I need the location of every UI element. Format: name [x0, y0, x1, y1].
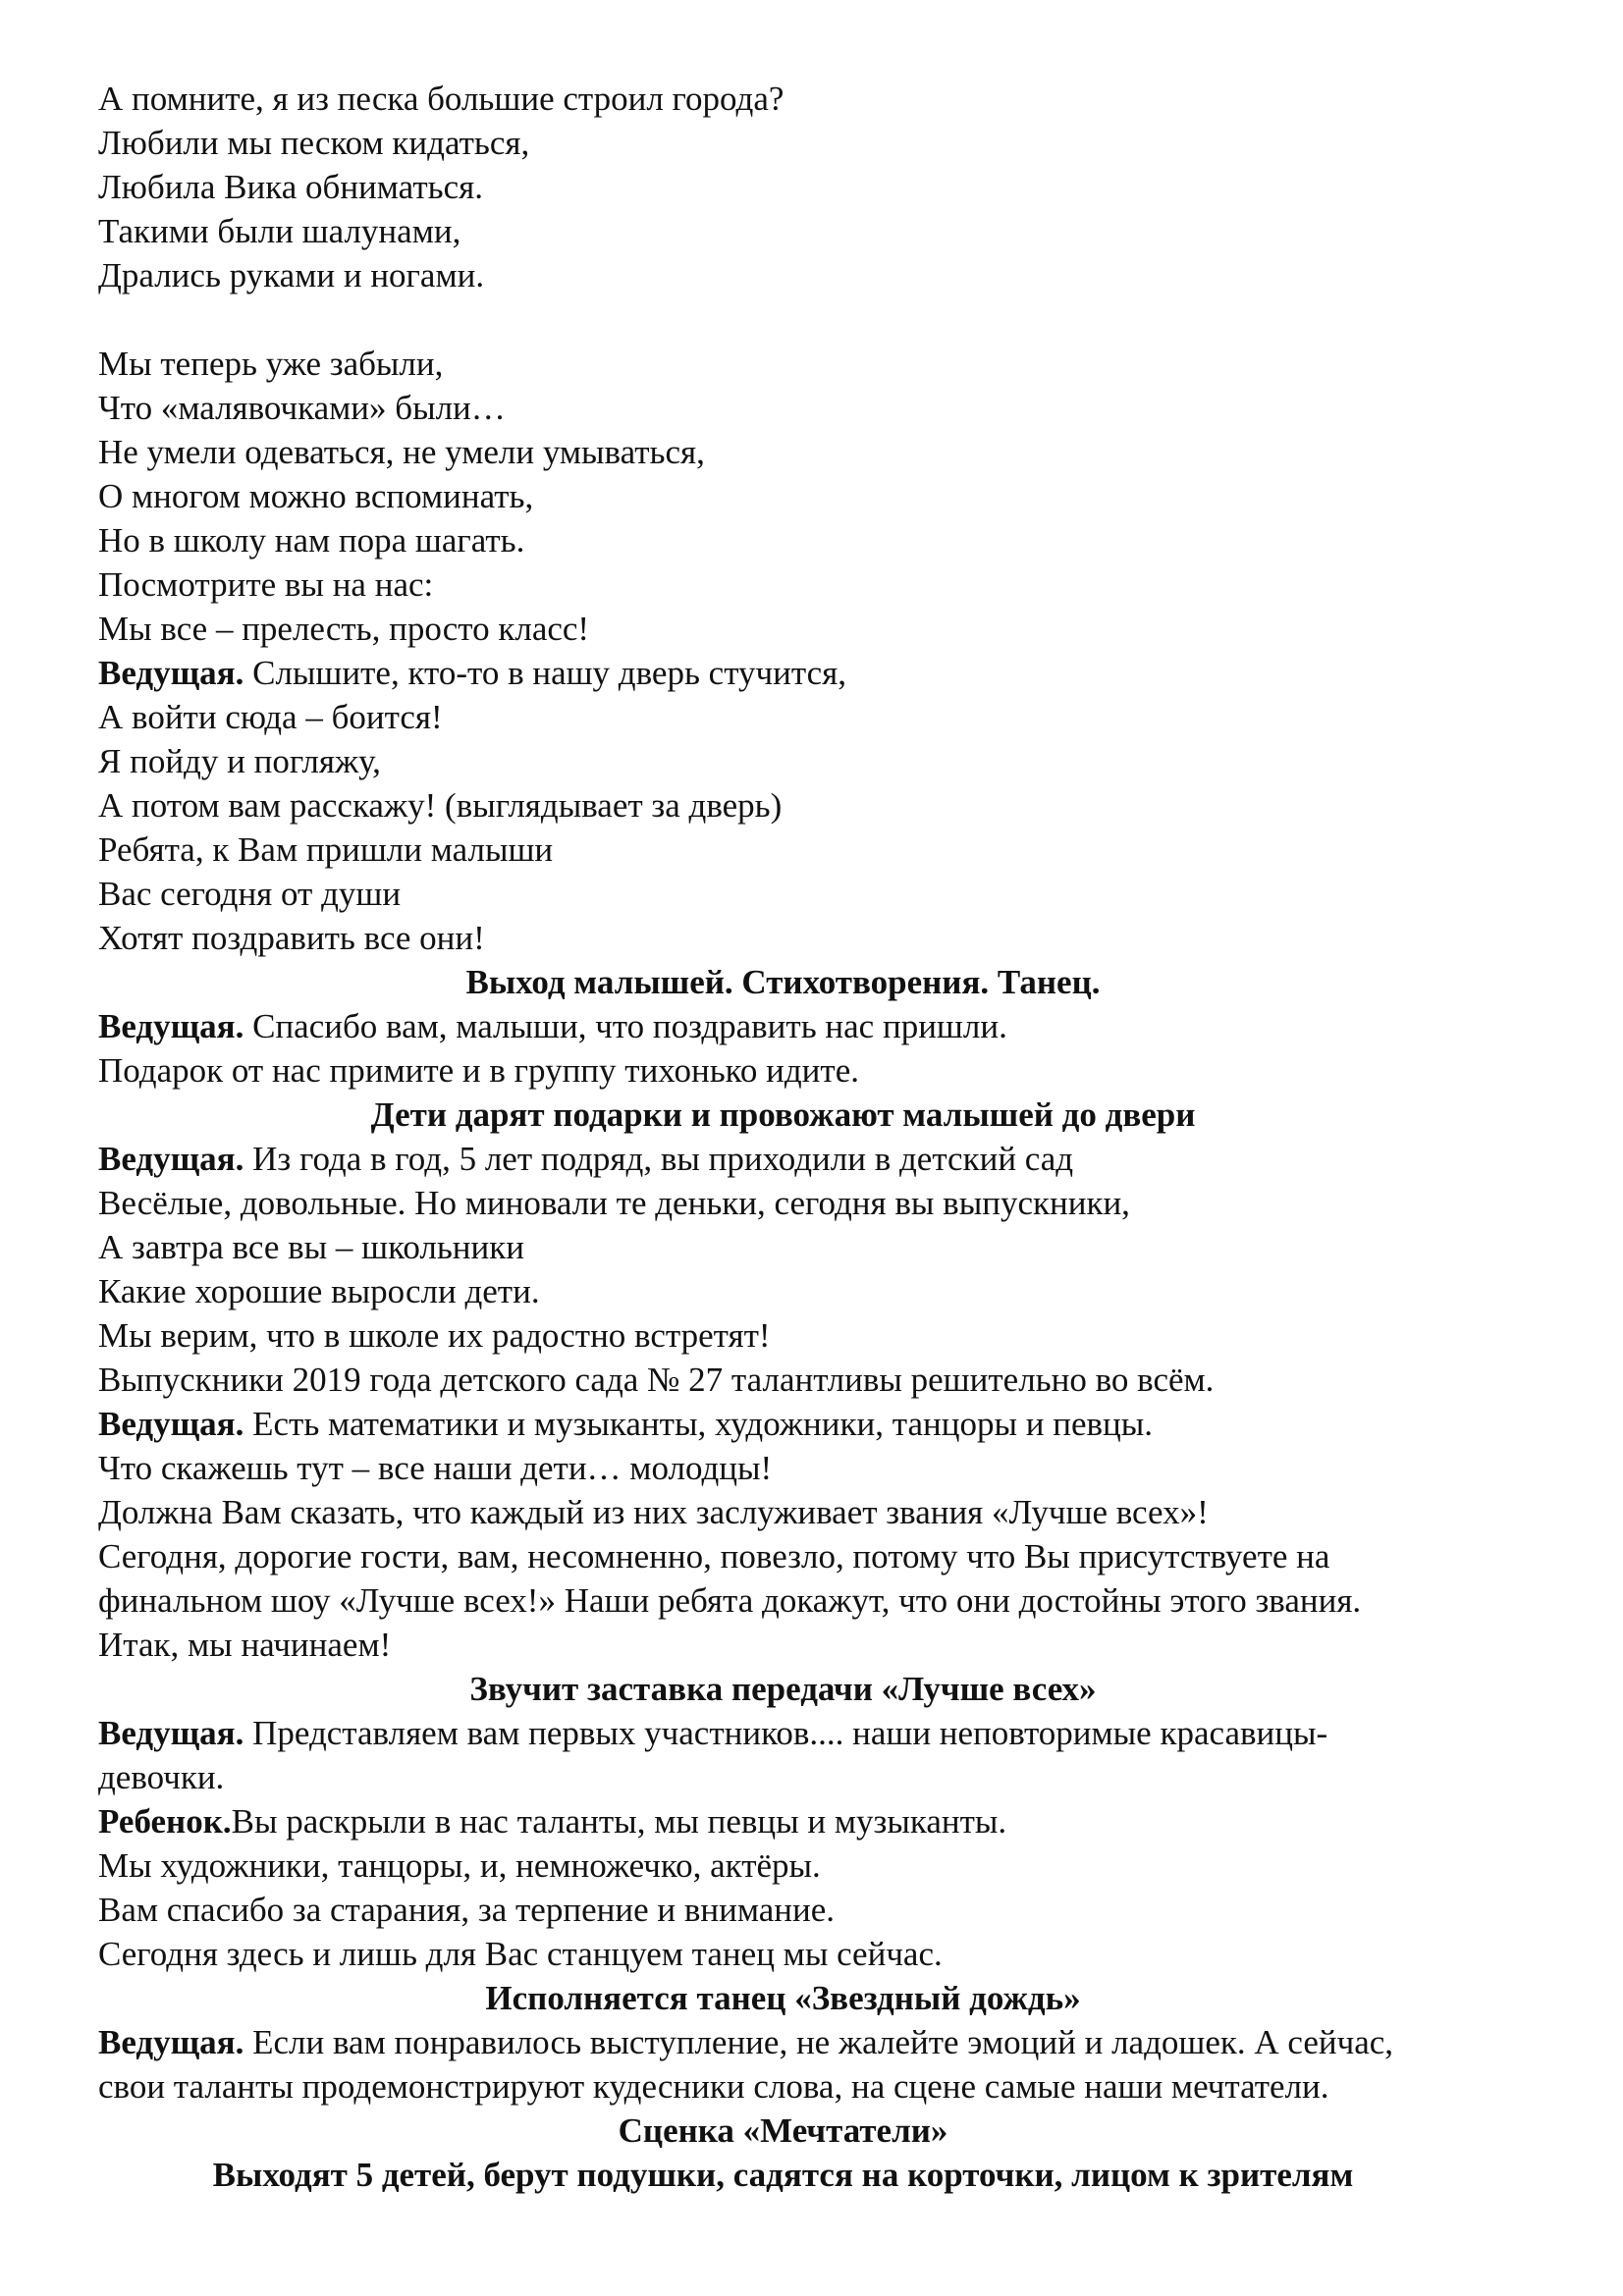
text-line: А войти сюда – боится! — [98, 698, 443, 736]
text-line: финальном шоу «Лучше всех!» Наши ребята докажут, что они достойны этого звания. — [98, 1581, 1362, 1620]
stage-direction-heading: Дети дарят подарки и провожают малышей до двери — [370, 1095, 1196, 1134]
poem-stanza-2 — [98, 342, 1571, 651]
speech-text: Вы раскрыли в нас таланты, мы певцы и музыканты. — [231, 1802, 1007, 1841]
speech-first-line — [98, 651, 1571, 695]
text-line: Мы верим, что в школе их радостно встретят! — [98, 1316, 771, 1355]
document-page — [98, 77, 1571, 2197]
text-line: Но в школу нам пора шагать. — [98, 521, 525, 560]
poem-stanza-1 — [98, 77, 1571, 297]
speaker-label: Ведущая. — [98, 2023, 244, 2061]
speech-text: Представляем вам первых участников.... наши неповторимые красавицы- — [243, 1714, 1328, 1752]
host-speech-4 — [98, 1402, 1571, 1667]
text-line: Вас сегодня от души — [98, 875, 402, 913]
host-speech-2 — [98, 1004, 1571, 1093]
text-line: Любила Вика обниматься. — [98, 168, 483, 206]
text-line: Мы все – прелесть, просто класс! — [98, 610, 590, 648]
text-line: Такими были шалунами, — [98, 212, 461, 250]
text-line: Сегодня, дорогие гости, вам, несомненно, повезло, потому что Вы присутствуете на — [98, 1537, 1330, 1575]
speaker-label: Ребенок. — [98, 1802, 232, 1841]
host-speech-1 — [98, 651, 1571, 960]
scene-title-heading: Сценка «Мечтатели» — [618, 2111, 948, 2150]
speech-text: Если вам понравилось выступление, не жалейте эмоций и ладошек. А сейчас, — [243, 2023, 1394, 2061]
speech-text: Есть математики и музыканты, художники, танцоры и певцы. — [243, 1405, 1153, 1443]
text-line: Весёлые, довольные. Но миновали те деньки, сегодня вы выпускники, — [98, 1184, 1130, 1222]
text-line: Какие хорошие выросли дети. — [98, 1272, 540, 1310]
host-speech-3 — [98, 1137, 1571, 1402]
text-line: Посмотрите вы на нас: — [98, 565, 434, 604]
text-line: Должна Вам сказать, что каждый из них заслуживает звания «Лучше всех»! — [98, 1493, 1209, 1531]
speaker-label: Ведущая. — [98, 1405, 244, 1443]
speech-first-line — [98, 1402, 1571, 1446]
text-line: Выпускники 2019 года детского сада № 27 талантливы решительно во всём. — [98, 1361, 1215, 1399]
text-line: Что «малявочками» были… — [98, 389, 506, 427]
speech-first-line — [98, 1799, 1571, 1843]
speech-text: Слышите, кто-то в нашу дверь стучится, — [243, 654, 846, 692]
speech-first-line — [98, 2020, 1571, 2064]
host-speech-5 — [98, 1711, 1571, 1799]
stage-direction-heading: Исполняется танец «Звездный дождь» — [485, 1979, 1081, 2017]
stage-direction-heading: Выходят 5 детей, берут подушки, садятся на корточки, лицом к зрителям — [212, 2156, 1354, 2194]
text-line: А завтра все вы – школьники — [98, 1228, 524, 1266]
speech-first-line — [98, 1137, 1571, 1181]
stage-direction-heading: Выход малышей. Стихотворения. Танец. — [465, 963, 1101, 1001]
text-line: Итак, мы начинаем! — [98, 1626, 392, 1664]
stage-direction-heading: Звучит заставка передачи «Лучше всех» — [469, 1670, 1097, 1708]
speaker-label: Ведущая. — [98, 1140, 244, 1178]
speech-text: Спасибо вам, малыши, что поздравить нас пришли. — [243, 1007, 1007, 1045]
text-line: Любили мы песком кидаться, — [98, 124, 530, 162]
text-line: Мы художники, танцоры, и, немножечко, актёры. — [98, 1846, 821, 1885]
text-line: девочки. — [98, 1758, 225, 1796]
text-line: Ребята, к Вам пришли малыши — [98, 830, 554, 869]
text-line: Я пойду и погляжу, — [98, 742, 381, 780]
stanza-gap — [98, 297, 1571, 342]
speaker-label: Ведущая. — [98, 1007, 244, 1045]
speech-text: Из года в год, 5 лет подряд, вы приходили в детский сад — [243, 1140, 1074, 1178]
child-speech — [98, 1799, 1571, 1976]
text-line: Что скажешь тут – все наши дети… молодцы! — [98, 1449, 773, 1487]
text-line: О многом можно вспоминать, — [98, 477, 534, 515]
text-line: Хотят поздравить все они! — [98, 919, 485, 957]
text-line: Дрались руками и ногами. — [98, 256, 485, 294]
text-line: Подарок от нас примите и в группу тихонько идите. — [98, 1051, 859, 1090]
speech-first-line — [98, 1711, 1571, 1755]
text-line: А потом вам расскажу! (выглядывает за дверь) — [98, 786, 783, 825]
speaker-label: Ведущая. — [98, 654, 244, 692]
text-line: Не умели одеваться, не умели умываться, — [98, 433, 705, 471]
text-line: свои таланты продемонстрируют кудесники слова, на сцене самые наши мечтатели. — [98, 2067, 1329, 2106]
text-line: Вам спасибо за старания, за терпение и внимание. — [98, 1891, 836, 1929]
host-speech-6 — [98, 2020, 1571, 2109]
text-line: А помните, я из песка большие строил города? — [98, 80, 784, 118]
text-line: Мы теперь уже забыли, — [98, 345, 444, 383]
speaker-label: Ведущая. — [98, 1714, 244, 1752]
text-line: Сегодня здесь и лишь для Вас станцуем танец мы сейчас. — [98, 1935, 943, 1973]
speech-first-line — [98, 1004, 1571, 1048]
